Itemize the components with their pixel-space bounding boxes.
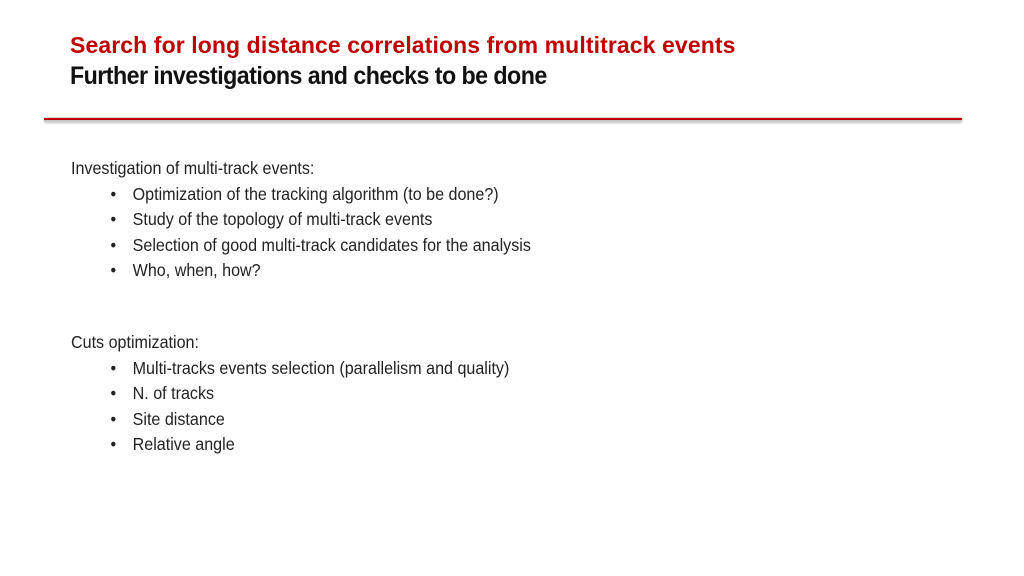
list-item	[71, 258, 531, 284]
bullet-icon: •	[110, 408, 117, 429]
slide-title: Search for long distance correlations from multitrack events	[70, 32, 736, 58]
list-item	[71, 356, 509, 382]
list-item-text: N. of tracks	[132, 383, 215, 403]
list-item-text: Site distance	[132, 408, 225, 429]
bullet-icon: •	[110, 234, 117, 255]
section-heading: Investigation of multi-track events:	[71, 158, 315, 178]
bullet-icon: •	[110, 260, 117, 280]
list-item	[71, 381, 509, 407]
bullet-list	[71, 182, 531, 284]
bullet-list	[71, 356, 509, 458]
list-item	[71, 233, 531, 259]
list-item-text: Selection of good multi-track candidates for the analysis	[132, 234, 531, 255]
bullet-icon: •	[110, 183, 117, 204]
list-item	[71, 432, 509, 458]
bullet-icon: •	[110, 209, 117, 229]
list-item	[71, 182, 531, 208]
bullet-icon: •	[110, 434, 117, 454]
list-item	[71, 207, 531, 233]
section-multitrack-investigation	[71, 156, 531, 284]
list-item-text: Multi-tracks events selection (parallelism and quality)	[132, 357, 510, 378]
list-item-text: Study of the topology of multi-track events	[132, 209, 433, 229]
list-item-text: Relative angle	[132, 434, 235, 454]
section-cuts-optimization	[71, 330, 509, 458]
list-item	[71, 407, 509, 433]
section-heading: Cuts optimization:	[71, 332, 199, 352]
slide-subtitle: Further investigations and checks to be done	[70, 62, 547, 90]
bullet-icon: •	[110, 357, 117, 378]
bullet-icon: •	[110, 383, 117, 403]
list-item-text: Who, when, how?	[132, 260, 261, 280]
list-item-text: Optimization of the tracking algorithm (to be done?)	[132, 183, 499, 204]
title-divider	[44, 117, 962, 122]
